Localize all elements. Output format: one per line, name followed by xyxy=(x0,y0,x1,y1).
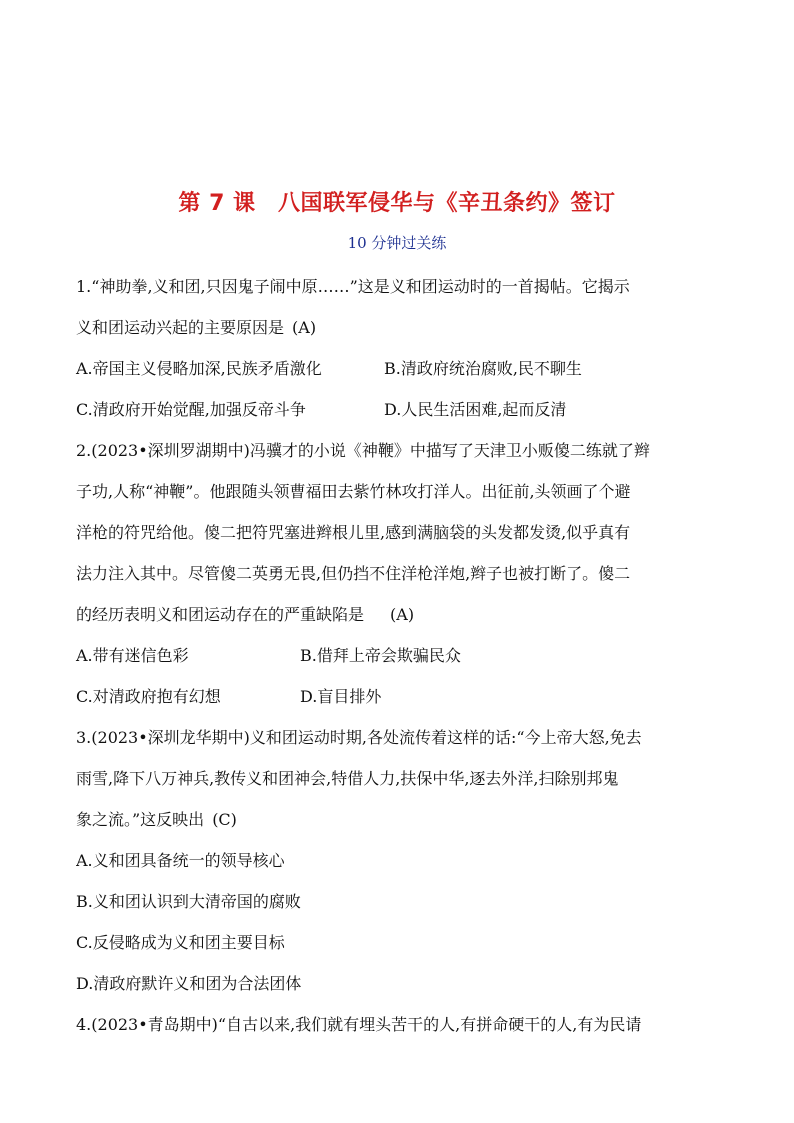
option-b: B.借拜上帝会欺骗民众 xyxy=(300,646,461,665)
option-c: C.对清政府抱有幻想 xyxy=(76,687,221,706)
answer-label: (C) xyxy=(212,810,237,829)
option-b: B.义和团认识到大清帝国的腐败 xyxy=(76,892,301,911)
lesson-title: 第 7 课 八国联军侵华与《辛丑条约》签订 xyxy=(178,191,616,216)
option-row xyxy=(76,676,722,717)
question-stem-line xyxy=(76,799,722,840)
answer-label: (A) xyxy=(390,605,415,624)
question-stem-line: 子功,人称“神鞭”。他跟随头领曹福田去紫竹林攻打洋人。出征前,头领画了个避 xyxy=(76,482,631,501)
option-a: A.带有迷信色彩 xyxy=(76,646,189,665)
question-2 xyxy=(76,430,722,717)
question-stem-text: 象之流。”这反映出 xyxy=(76,810,205,829)
question-1 xyxy=(76,266,722,430)
option-c: C.反侵略成为义和团主要目标 xyxy=(76,933,285,952)
question-stem-line: 4.(2023•青岛期中)“自古以来,我们就有埋头苦干的人,有拼命硬干的人,有为民请 xyxy=(76,1015,642,1034)
question-stem-text: 义和团运动兴起的主要原因是 xyxy=(76,318,285,337)
question-stem-line: 洋枪的符咒给他。傻二把符咒塞进辫根儿里,感到满脑袋的头发都发烫,似乎真有 xyxy=(76,523,631,542)
question-4 xyxy=(76,1004,722,1045)
question-3 xyxy=(76,717,722,1004)
question-stem-line xyxy=(76,307,722,348)
question-stem-line: 3.(2023•深圳龙华期中)义和团运动时期,各处流传着这样的话:“今上帝大怒,免去 xyxy=(76,728,642,747)
option-c: C.清政府开始觉醒,加强反帝斗争 xyxy=(76,400,306,419)
option-row xyxy=(76,389,722,430)
option-d: D.盲目排外 xyxy=(300,687,382,706)
question-stem-line: 法力注入其中。尽管傻二英勇无畏,但仍挡不住洋枪洋炮,辫子也被打断了。傻二 xyxy=(76,564,631,583)
question-stem-line: 2.(2023•深圳罗湖期中)冯骥才的小说《神鞭》中描写了天津卫小贩傻二练就了辫 xyxy=(76,441,650,460)
exercise-subtitle: 10 分钟过关练 xyxy=(347,234,447,252)
question-stem-line xyxy=(76,594,722,635)
question-list xyxy=(76,266,722,1045)
question-stem-line: 1.“神助拳,义和团,只因鬼子闹中原……”这是义和团运动时的一首揭帖。它揭示 xyxy=(76,277,630,296)
option-a: A.帝国主义侵略加深,民族矛盾激化 xyxy=(76,359,322,378)
question-stem-text: 的经历表明义和团运动存在的严重缺陷是 xyxy=(76,605,365,624)
option-d: D.清政府默许义和团为合法团体 xyxy=(76,974,302,993)
question-stem-line: 雨雪,降下八万神兵,教传义和团神会,特借人力,扶保中华,逐去外洋,扫除别邦鬼 xyxy=(76,769,619,788)
option-row xyxy=(76,348,722,389)
option-d: D.人民生活困难,起而反清 xyxy=(384,400,567,419)
option-b: B.清政府统治腐败,民不聊生 xyxy=(384,359,582,378)
answer-label: (A) xyxy=(292,318,317,337)
option-row xyxy=(76,635,722,676)
option-a: A.义和团具备统一的领导核心 xyxy=(76,851,285,870)
